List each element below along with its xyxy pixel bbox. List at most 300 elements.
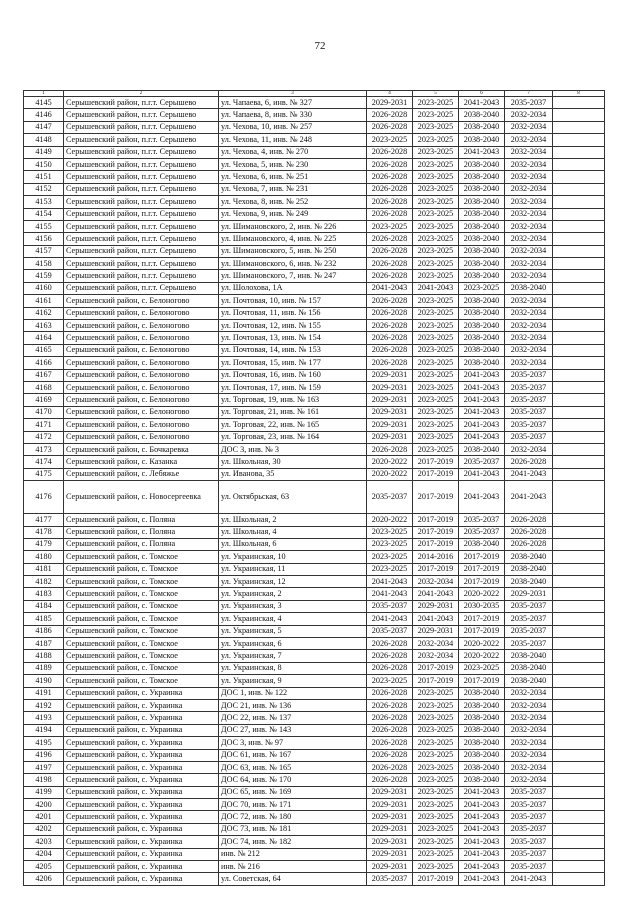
- period-cell: 2041-2043: [459, 873, 505, 885]
- period-cell: 2032-2034: [505, 134, 553, 146]
- empty-cell: [553, 749, 605, 761]
- table-row: [24, 270, 605, 282]
- period-cell: 2029-2031: [367, 861, 413, 873]
- row-number: 4168: [24, 381, 64, 393]
- period-cell: 2020-2022: [367, 514, 413, 526]
- period-cell: 2038-2040: [459, 344, 505, 356]
- district-cell: Серышевский район, с. Украинка: [64, 687, 219, 699]
- table-row: [24, 419, 605, 431]
- period-cell: 2032-2034: [413, 576, 459, 588]
- address-cell: ДОС 74, инв. № 182: [219, 836, 367, 848]
- row-number: 4178: [24, 526, 64, 538]
- column-number: 8: [553, 91, 605, 97]
- district-cell: Серышевский район, с. Белоногово: [64, 394, 219, 406]
- period-cell: 2026-2028: [505, 526, 553, 538]
- row-number: 4174: [24, 456, 64, 468]
- row-number: 4149: [24, 146, 64, 158]
- district-cell: Серышевский район, с. Украинка: [64, 799, 219, 811]
- table-row: [24, 823, 605, 835]
- address-cell: ул. Почтовая, 16, инв. № 160: [219, 369, 367, 381]
- table-row: [24, 233, 605, 245]
- empty-cell: [553, 344, 605, 356]
- address-cell: ДОС 22, инв. № 137: [219, 712, 367, 724]
- period-cell: 2026-2028: [367, 650, 413, 662]
- district-cell: Серышевский район, с. Томское: [64, 638, 219, 650]
- row-number: 4191: [24, 687, 64, 699]
- period-cell: 2041-2043: [459, 431, 505, 443]
- address-cell: ул. Школьная, 2: [219, 514, 367, 526]
- column-number: 2: [64, 91, 219, 97]
- period-cell: 2032-2034: [413, 650, 459, 662]
- table-row: [24, 662, 605, 674]
- period-cell: 2017-2019: [413, 456, 459, 468]
- row-number: 4197: [24, 761, 64, 773]
- period-cell: 2035-2037: [505, 381, 553, 393]
- period-cell: 2023-2025: [413, 724, 459, 736]
- row-number: 4189: [24, 662, 64, 674]
- period-cell: 2032-2034: [505, 344, 553, 356]
- period-cell: 2029-2031: [367, 381, 413, 393]
- period-cell: 2035-2037: [505, 823, 553, 835]
- empty-cell: [553, 320, 605, 332]
- period-cell: 2026-2028: [367, 295, 413, 307]
- address-cell: ул. Октябрьская, 63: [219, 481, 367, 514]
- period-cell: 2029-2031: [367, 786, 413, 798]
- district-cell: Серышевский район, с. Белоногово: [64, 344, 219, 356]
- period-cell: 2029-2031: [367, 97, 413, 109]
- address-cell: ул. Украинская, 2: [219, 588, 367, 600]
- row-number: 4187: [24, 638, 64, 650]
- district-cell: Серышевский район, с. Белоногово: [64, 307, 219, 319]
- row-number: 4185: [24, 613, 64, 625]
- district-cell: Серышевский район, с. Томское: [64, 588, 219, 600]
- district-cell: Серышевский район, п.г.т. Серышево: [64, 121, 219, 133]
- period-cell: 2026-2028: [367, 270, 413, 282]
- period-cell: 2023-2025: [413, 220, 459, 232]
- empty-cell: [553, 282, 605, 294]
- table-row: [24, 625, 605, 637]
- period-cell: 2035-2037: [505, 786, 553, 798]
- row-number: 4164: [24, 332, 64, 344]
- address-cell: ул. Украинская, 9: [219, 675, 367, 687]
- table-row: [24, 613, 605, 625]
- district-cell: Серышевский район, с. Украинка: [64, 749, 219, 761]
- period-cell: 2035-2037: [367, 600, 413, 612]
- period-cell: 2032-2034: [505, 749, 553, 761]
- period-cell: 2041-2043: [367, 588, 413, 600]
- period-cell: 2017-2019: [413, 662, 459, 674]
- period-cell: 2041-2043: [459, 369, 505, 381]
- address-cell: ДОС 21, инв. № 136: [219, 699, 367, 711]
- address-cell: ул. Чехова, 11, инв. № 248: [219, 134, 367, 146]
- table-row: [24, 861, 605, 873]
- address-cell: ул. Чехова, 5, инв. № 230: [219, 158, 367, 170]
- table-row: [24, 799, 605, 811]
- period-cell: 2032-2034: [505, 699, 553, 711]
- empty-cell: [553, 134, 605, 146]
- empty-cell: [553, 588, 605, 600]
- period-cell: 2023-2025: [367, 538, 413, 550]
- period-cell: 2026-2028: [367, 245, 413, 257]
- table-row: [24, 650, 605, 662]
- table-row: [24, 97, 605, 109]
- table-row: [24, 576, 605, 588]
- period-cell: 2023-2025: [413, 381, 459, 393]
- district-cell: Серышевский район, с. Белоногово: [64, 357, 219, 369]
- period-cell: 2026-2028: [367, 332, 413, 344]
- row-number: 4172: [24, 431, 64, 443]
- empty-cell: [553, 97, 605, 109]
- period-cell: 2023-2025: [413, 761, 459, 773]
- period-cell: 2032-2034: [505, 245, 553, 257]
- table-row: [24, 836, 605, 848]
- district-cell: Серышевский район, с. Томское: [64, 551, 219, 563]
- table-row: [24, 551, 605, 563]
- period-cell: 2041-2043: [459, 419, 505, 431]
- period-cell: 2032-2034: [505, 171, 553, 183]
- period-cell: 2017-2019: [413, 514, 459, 526]
- period-cell: 2032-2034: [413, 638, 459, 650]
- period-cell: 2035-2037: [505, 848, 553, 860]
- empty-cell: [553, 233, 605, 245]
- address-cell: ул. Почтовая, 14, инв. № 153: [219, 344, 367, 356]
- empty-cell: [553, 538, 605, 550]
- row-number: 4202: [24, 823, 64, 835]
- district-cell: Серышевский район, с. Украинка: [64, 712, 219, 724]
- column-number: 1: [24, 91, 64, 97]
- period-cell: 2023-2025: [459, 662, 505, 674]
- address-cell: ул. Советская, 64: [219, 873, 367, 885]
- district-cell: Серышевский район, с. Томское: [64, 613, 219, 625]
- table-row: [24, 109, 605, 121]
- period-cell: 2023-2025: [413, 749, 459, 761]
- table-row: [24, 699, 605, 711]
- address-cell: инв. № 216: [219, 861, 367, 873]
- period-cell: 2035-2037: [505, 638, 553, 650]
- period-cell: 2035-2037: [367, 625, 413, 637]
- empty-cell: [553, 270, 605, 282]
- period-cell: 2032-2034: [505, 295, 553, 307]
- table-row: [24, 848, 605, 860]
- period-cell: 2017-2019: [413, 675, 459, 687]
- period-cell: 2017-2019: [413, 481, 459, 514]
- district-cell: Серышевский район, с. Белоногово: [64, 381, 219, 393]
- period-cell: 2032-2034: [505, 196, 553, 208]
- address-cell: ул. Украинская, 11: [219, 563, 367, 575]
- period-cell: 2023-2025: [367, 526, 413, 538]
- district-cell: Серышевский район, с. Украинка: [64, 774, 219, 786]
- row-number: 4199: [24, 786, 64, 798]
- table-body: [24, 91, 605, 886]
- empty-cell: [553, 369, 605, 381]
- period-cell: 2017-2019: [413, 563, 459, 575]
- period-cell: 2038-2040: [459, 332, 505, 344]
- empty-cell: [553, 823, 605, 835]
- empty-cell: [553, 443, 605, 455]
- row-number: 4166: [24, 357, 64, 369]
- period-cell: 2038-2040: [459, 171, 505, 183]
- empty-cell: [553, 245, 605, 257]
- period-cell: 2035-2037: [505, 369, 553, 381]
- period-cell: 2032-2034: [505, 146, 553, 158]
- row-number: 4157: [24, 245, 64, 257]
- period-cell: 2023-2025: [413, 848, 459, 860]
- address-cell: ул. Чехова, 9, инв. № 249: [219, 208, 367, 220]
- empty-cell: [553, 258, 605, 270]
- address-cell: ул. Торговая, 23, инв. № 164: [219, 431, 367, 443]
- row-number: 4183: [24, 588, 64, 600]
- table-row: [24, 481, 605, 514]
- district-cell: Серышевский район, с. Поляна: [64, 526, 219, 538]
- address-cell: ул. Шимановского, 5, инв. № 250: [219, 245, 367, 257]
- table-row: [24, 258, 605, 270]
- row-number: 4154: [24, 208, 64, 220]
- period-cell: 2038-2040: [459, 761, 505, 773]
- period-cell: 2026-2028: [367, 737, 413, 749]
- address-cell: ДОС 65, инв. № 169: [219, 786, 367, 798]
- row-number: 4161: [24, 295, 64, 307]
- period-cell: 2041-2043: [413, 282, 459, 294]
- address-cell: ул. Украинская, 4: [219, 613, 367, 625]
- address-cell: ул. Почтовая, 15, инв. № 177: [219, 357, 367, 369]
- period-cell: 2035-2037: [459, 514, 505, 526]
- empty-cell: [553, 613, 605, 625]
- period-cell: 2023-2025: [413, 146, 459, 158]
- period-cell: 2026-2028: [367, 749, 413, 761]
- table-row: [24, 134, 605, 146]
- row-number: 4160: [24, 282, 64, 294]
- empty-cell: [553, 332, 605, 344]
- district-cell: Серышевский район, с. Томское: [64, 675, 219, 687]
- period-cell: 2038-2040: [459, 687, 505, 699]
- empty-cell: [553, 394, 605, 406]
- row-number: 4186: [24, 625, 64, 637]
- period-cell: 2038-2040: [459, 295, 505, 307]
- period-cell: 2023-2025: [413, 307, 459, 319]
- period-cell: 2038-2040: [459, 245, 505, 257]
- period-cell: 2023-2025: [413, 245, 459, 257]
- table-row: [24, 196, 605, 208]
- period-cell: 2035-2037: [505, 625, 553, 637]
- period-cell: 2029-2031: [367, 369, 413, 381]
- empty-cell: [553, 662, 605, 674]
- period-cell: 2041-2043: [413, 588, 459, 600]
- empty-cell: [553, 576, 605, 588]
- period-cell: 2023-2025: [413, 394, 459, 406]
- period-cell: 2023-2025: [413, 861, 459, 873]
- address-cell: ул. Украинская, 12: [219, 576, 367, 588]
- address-cell: ул. Украинская, 5: [219, 625, 367, 637]
- period-cell: 2032-2034: [505, 183, 553, 195]
- district-cell: Серышевский район, с. Украинка: [64, 848, 219, 860]
- period-cell: 2029-2031: [413, 625, 459, 637]
- period-cell: 2017-2019: [459, 551, 505, 563]
- table-row: [24, 369, 605, 381]
- period-cell: 2029-2031: [367, 811, 413, 823]
- column-number: 6: [459, 91, 505, 97]
- period-cell: 2032-2034: [505, 320, 553, 332]
- period-cell: 2038-2040: [459, 357, 505, 369]
- period-cell: 2032-2034: [505, 712, 553, 724]
- table-row: [24, 121, 605, 133]
- period-cell: 2026-2028: [367, 761, 413, 773]
- period-cell: 2026-2028: [367, 183, 413, 195]
- empty-cell: [553, 406, 605, 418]
- period-cell: 2029-2031: [367, 394, 413, 406]
- table-row: [24, 749, 605, 761]
- period-cell: 2026-2028: [367, 208, 413, 220]
- row-number: 4146: [24, 109, 64, 121]
- district-cell: Серышевский район, с. Томское: [64, 600, 219, 612]
- period-cell: 2017-2019: [413, 468, 459, 480]
- empty-cell: [553, 799, 605, 811]
- period-cell: 2035-2037: [505, 419, 553, 431]
- period-cell: 2041-2043: [505, 873, 553, 885]
- empty-cell: [553, 456, 605, 468]
- period-cell: 2023-2025: [413, 431, 459, 443]
- address-cell: ДОС 73, инв. № 181: [219, 823, 367, 835]
- empty-cell: [553, 171, 605, 183]
- address-cell: ул. Чехова, 4, инв. № 270: [219, 146, 367, 158]
- period-cell: 2023-2025: [413, 295, 459, 307]
- table-row: [24, 357, 605, 369]
- period-cell: 2017-2019: [413, 538, 459, 550]
- period-cell: 2023-2025: [367, 551, 413, 563]
- district-cell: Серышевский район, с. Томское: [64, 625, 219, 637]
- period-cell: 2038-2040: [459, 774, 505, 786]
- period-cell: 2038-2040: [505, 282, 553, 294]
- row-number: 4169: [24, 394, 64, 406]
- empty-cell: [553, 563, 605, 575]
- period-cell: 2038-2040: [459, 258, 505, 270]
- table-row: [24, 514, 605, 526]
- period-cell: 2026-2028: [367, 638, 413, 650]
- empty-cell: [553, 861, 605, 873]
- address-cell: ул. Почтовая, 11, инв. № 156: [219, 307, 367, 319]
- address-cell: ДОС 63, инв. № 165: [219, 761, 367, 773]
- period-cell: 2038-2040: [459, 134, 505, 146]
- row-number: 4195: [24, 737, 64, 749]
- period-cell: 2026-2028: [367, 774, 413, 786]
- address-cell: ул. Шимановского, 7, инв. № 247: [219, 270, 367, 282]
- period-cell: 2029-2031: [367, 431, 413, 443]
- district-cell: Серышевский район, с. Украинка: [64, 836, 219, 848]
- period-cell: 2026-2028: [367, 233, 413, 245]
- district-cell: Серышевский район, с. Украинка: [64, 861, 219, 873]
- period-cell: 2023-2025: [413, 258, 459, 270]
- address-cell: ул. Чапаева, 8, инв. № 330: [219, 109, 367, 121]
- column-number: 7: [505, 91, 553, 97]
- table-row: [24, 245, 605, 257]
- period-cell: 2038-2040: [459, 196, 505, 208]
- period-cell: 2041-2043: [505, 481, 553, 514]
- period-cell: 2035-2037: [367, 481, 413, 514]
- row-number: 4196: [24, 749, 64, 761]
- period-cell: 2026-2028: [367, 344, 413, 356]
- district-cell: Серышевский район, с. Украинка: [64, 699, 219, 711]
- row-number: 4205: [24, 861, 64, 873]
- empty-cell: [553, 208, 605, 220]
- period-cell: 2023-2025: [413, 687, 459, 699]
- period-cell: 2020-2022: [367, 456, 413, 468]
- period-cell: 2041-2043: [459, 146, 505, 158]
- period-cell: 2026-2028: [367, 146, 413, 158]
- empty-cell: [553, 836, 605, 848]
- address-cell: ул. Школьная, 30: [219, 456, 367, 468]
- period-cell: 2026-2028: [367, 662, 413, 674]
- period-cell: 2023-2025: [413, 836, 459, 848]
- district-cell: Серышевский район, с. Томское: [64, 662, 219, 674]
- district-cell: Серышевский район, п.г.т. Серышево: [64, 270, 219, 282]
- row-number: 4158: [24, 258, 64, 270]
- period-cell: 2038-2040: [459, 699, 505, 711]
- period-cell: 2038-2040: [459, 307, 505, 319]
- row-number: 4153: [24, 196, 64, 208]
- period-cell: 2023-2025: [459, 282, 505, 294]
- district-cell: Серышевский район, с. Томское: [64, 576, 219, 588]
- address-cell: ул. Украинская, 10: [219, 551, 367, 563]
- row-number: 4206: [24, 873, 64, 885]
- district-cell: Серышевский район, с. Белоногово: [64, 295, 219, 307]
- period-cell: 2041-2043: [459, 811, 505, 823]
- district-cell: Серышевский район, п.г.т. Серышево: [64, 282, 219, 294]
- period-cell: 2026-2028: [367, 258, 413, 270]
- period-cell: 2041-2043: [367, 576, 413, 588]
- table-row: [24, 394, 605, 406]
- period-cell: 2029-2031: [367, 836, 413, 848]
- address-cell: ДОС 1, инв. № 122: [219, 687, 367, 699]
- district-cell: Серышевский район, с. Украинка: [64, 873, 219, 885]
- period-cell: 2038-2040: [505, 675, 553, 687]
- table-row: [24, 563, 605, 575]
- empty-cell: [553, 811, 605, 823]
- period-cell: 2023-2025: [413, 158, 459, 170]
- district-cell: Серышевский район, с. Украинка: [64, 786, 219, 798]
- period-cell: 2026-2028: [367, 171, 413, 183]
- period-cell: 2041-2043: [413, 613, 459, 625]
- period-cell: 2032-2034: [505, 737, 553, 749]
- period-cell: 2038-2040: [505, 551, 553, 563]
- table-row: [24, 295, 605, 307]
- period-cell: 2023-2025: [413, 799, 459, 811]
- period-cell: 2038-2040: [505, 650, 553, 662]
- period-cell: 2023-2025: [413, 121, 459, 133]
- period-cell: 2029-2031: [367, 419, 413, 431]
- table-row: [24, 183, 605, 195]
- row-number: 4200: [24, 799, 64, 811]
- period-cell: 2032-2034: [505, 761, 553, 773]
- empty-cell: [553, 468, 605, 480]
- period-cell: 2038-2040: [459, 121, 505, 133]
- district-cell: Серышевский район, п.г.т. Серышево: [64, 134, 219, 146]
- address-cell: ул. Украинская, 7: [219, 650, 367, 662]
- address-cell: ул. Чехова, 10, инв. № 257: [219, 121, 367, 133]
- period-cell: 2023-2025: [413, 406, 459, 418]
- period-cell: 2023-2025: [413, 811, 459, 823]
- address-cell: ул. Школьная, 4: [219, 526, 367, 538]
- period-cell: 2041-2043: [459, 97, 505, 109]
- period-cell: 2038-2040: [505, 662, 553, 674]
- address-cell: ДОС 70, инв. № 171: [219, 799, 367, 811]
- empty-cell: [553, 220, 605, 232]
- period-cell: 2035-2037: [505, 613, 553, 625]
- district-cell: Серышевский район, с. Украинка: [64, 737, 219, 749]
- table-row: [24, 712, 605, 724]
- row-number: 4179: [24, 538, 64, 550]
- period-cell: 2038-2040: [459, 749, 505, 761]
- row-number: 4203: [24, 836, 64, 848]
- period-cell: 2026-2028: [367, 357, 413, 369]
